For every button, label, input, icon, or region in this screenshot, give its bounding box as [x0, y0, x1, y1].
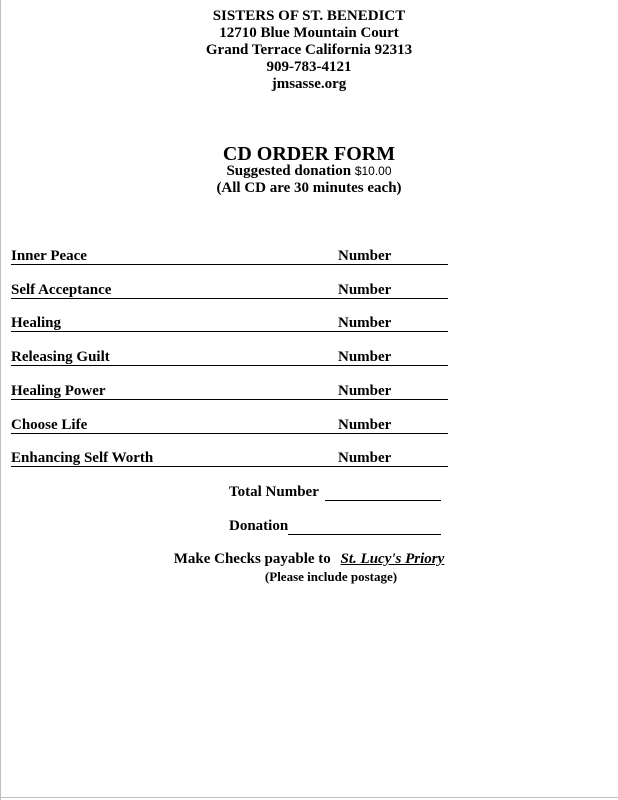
duration-note: (All CD are 30 minutes each) [216, 180, 402, 196]
number-label: Number [338, 315, 392, 331]
donation-label: Suggested donation [226, 163, 352, 179]
number-field[interactable] [338, 282, 448, 299]
org-name: SISTERS OF ST. BENEDICT [212, 8, 406, 24]
order-row [11, 349, 448, 367]
postage-note: (Please include postage) [264, 569, 398, 584]
number-field[interactable] [338, 417, 448, 434]
form-title: CD ORDER FORM [222, 143, 396, 165]
item-name: Healing [11, 315, 338, 332]
number-field[interactable] [338, 248, 448, 265]
item-name: Inner Peace [11, 248, 338, 265]
donation-total-line [229, 518, 441, 535]
donation-amount: $10.00 [354, 164, 392, 178]
number-field[interactable] [338, 450, 448, 467]
item-name: Releasing Guilt [11, 349, 338, 366]
letterhead [0, 8, 618, 93]
order-row [11, 417, 448, 435]
org-website: jmsasse.org [271, 76, 347, 92]
checks-label: Make Checks payable to [173, 551, 331, 567]
number-label: Number [338, 383, 392, 399]
number-label: Number [338, 248, 392, 264]
order-row [11, 282, 448, 300]
item-name: Enhancing Self Worth [11, 450, 338, 467]
number-label: Number [338, 282, 392, 298]
payee-name: St. Lucy's Priory [340, 551, 445, 567]
total-number-label: Total Number [229, 484, 319, 500]
number-label: Number [338, 349, 392, 365]
item-name: Healing Power [11, 383, 338, 400]
order-row [11, 383, 448, 401]
number-label: Number [338, 417, 392, 433]
org-city: Grand Terrace California 92313 [205, 42, 413, 58]
total-number-field[interactable] [325, 486, 441, 501]
item-name: Choose Life [11, 417, 338, 434]
org-phone: 909-783-4121 [266, 59, 352, 75]
order-row [11, 248, 448, 266]
donation-field[interactable] [288, 520, 441, 535]
number-field[interactable] [338, 383, 448, 400]
checks-line [0, 551, 618, 568]
donation-total-label: Donation [229, 518, 289, 534]
order-row [11, 315, 448, 333]
number-field[interactable] [338, 349, 448, 366]
number-label: Number [338, 450, 392, 466]
total-number-line [229, 484, 441, 501]
number-field[interactable] [338, 315, 448, 332]
page-bottom-border [0, 797, 618, 798]
page-left-border [0, 0, 1, 800]
donation-line [0, 163, 618, 180]
org-street: 12710 Blue Mountain Court [219, 25, 399, 41]
item-name: Self Acceptance [11, 282, 338, 299]
order-row [11, 450, 448, 468]
